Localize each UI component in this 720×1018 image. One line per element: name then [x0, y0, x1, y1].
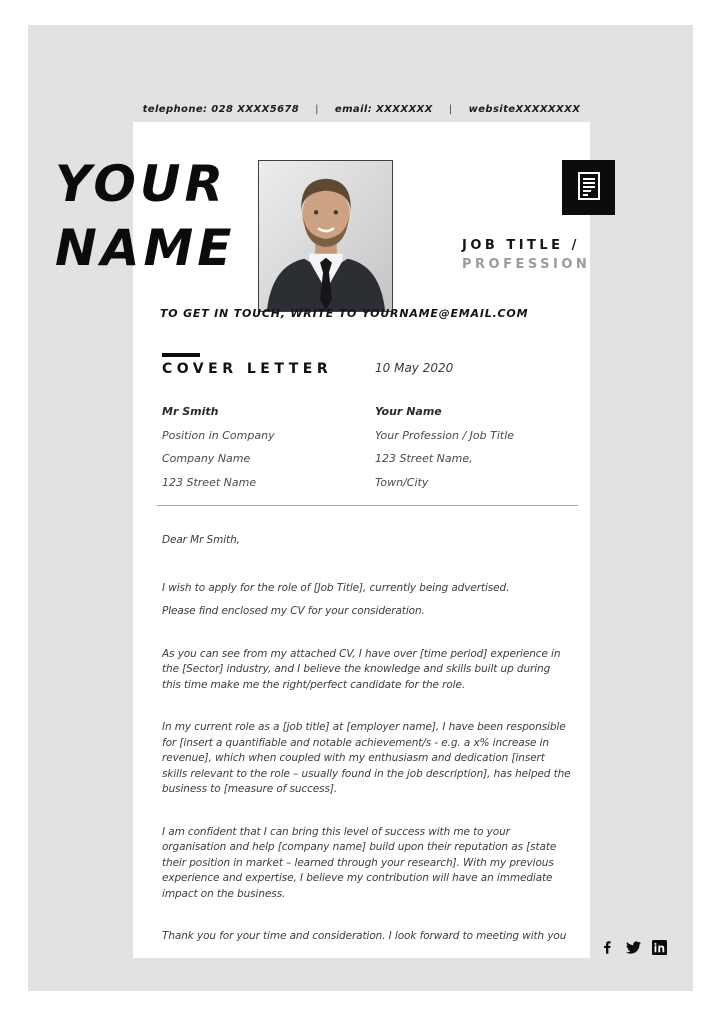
recipient-name: Mr Smith	[162, 405, 219, 418]
recipient-address-block	[162, 405, 362, 489]
applicant-name-line1: YOUR	[55, 155, 228, 213]
recipient-street-clipped: 123 Street Name	[162, 475, 257, 489]
profile-photo	[258, 160, 393, 312]
recipient-company: Company Name	[162, 452, 251, 465]
letter-body	[162, 533, 572, 945]
sender-street: 123 Street Name,	[375, 452, 473, 465]
job-title-heading: JOB TITLE /	[462, 238, 580, 253]
contact-separator: |	[315, 104, 319, 115]
document-icon	[576, 171, 602, 205]
salutation: Dear Mr Smith,	[162, 534, 240, 546]
paragraph-current-role: In my current role as a [job title] at [employer name], I have been responsible for [insert a quantifiable and notable achievement/s - e.g. a x% increase in revenue], which when coupled with my enthusiasm and dedication [insert skills relevant to the role – usually found in the job description], has helped the business to [measure of success].	[162, 721, 571, 795]
sender-name: Your Name	[375, 405, 442, 418]
section-accent-bar	[162, 353, 200, 357]
website-text: websiteXXXXXXXX	[468, 104, 581, 115]
twitter-icon[interactable]	[626, 940, 641, 955]
get-in-touch-line: TO GET IN TOUCH, WRITE TO YOURNAME@EMAIL.COM	[160, 307, 529, 320]
cover-letter-heading: COVER LETTER	[162, 361, 333, 377]
contact-strip	[133, 104, 590, 115]
email-text: email: XXXXXXX	[334, 104, 433, 115]
document-badge	[562, 160, 615, 215]
sender-profession: Your Profession / Job Title	[375, 428, 515, 442]
address-divider-line	[157, 505, 578, 506]
applicant-name-line2: NAME	[55, 219, 236, 277]
paragraph-thanks: Thank you for your time and consideration. I look forward to meeting with you	[162, 930, 567, 942]
letter-date: 10 May 2020	[375, 361, 454, 375]
linkedin-icon[interactable]	[652, 940, 667, 955]
profile-photo-illustration	[259, 161, 392, 311]
recipient-position: Position in Company	[162, 428, 275, 442]
paragraph-enclosed: Please find enclosed my CV for your consideration.	[162, 605, 425, 617]
paragraph-confident: I am confident that I can bring this level of success with me to your organisation and help [company name] build upon their reputation as [state their position in market – learned through your research]. With my previous experience and expertise, I believe my contribution will have an immediate impact on the business.	[162, 825, 557, 900]
sender-address-block	[375, 405, 585, 489]
paragraph-experience: As you can see from my attached CV, I have over [time period] experience in the [Sector] industry, and I believe the knowledge and skills built up during this time make me the right/perfect candidate for the role.	[162, 647, 561, 691]
telephone-text: telephone: 028 XXXX5678	[142, 104, 300, 115]
social-links	[600, 940, 667, 955]
contact-separator: |	[448, 104, 453, 115]
facebook-icon[interactable]	[600, 940, 615, 955]
sender-town-clipped: Town/City	[375, 475, 429, 489]
profession-heading-clipped	[462, 257, 582, 264]
applicant-name	[55, 152, 275, 280]
paragraph-apply: I wish to apply for the role of [Job Title], currently being advertised.	[162, 581, 510, 594]
